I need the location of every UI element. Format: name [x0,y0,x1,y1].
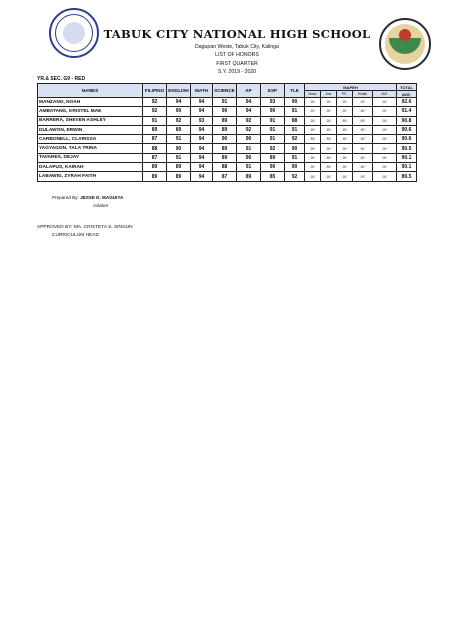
grade-health: 90 [353,107,373,116]
table-row [38,135,417,144]
header-science: SCIENCE [213,84,237,98]
list-title: LIST OF HONORS [215,52,259,59]
grade-science: 88 [213,163,237,172]
grade-music: 90 [305,172,321,181]
grade-health: 90 [353,153,373,162]
grade-health: 90 [353,144,373,153]
adviser-name: JESSE D. MAGUIYA [80,195,124,200]
student-name: CARBONELL, CLARISSA [38,135,143,144]
honors-table [37,83,417,182]
grade-tle: 91 [285,153,305,162]
grade-english: 91 [167,153,191,162]
section-label: YR.& SEC. G9 - RED [37,76,86,82]
header-pe: P.E. [337,91,353,98]
grade-science: 91 [213,98,237,107]
grade-science: 89 [213,144,237,153]
grade-mapeh-ave: 91 [373,107,397,116]
total-average: 90.6 [397,125,417,134]
grade-pe: 93 [337,98,353,107]
grade-health: 89 [353,116,373,125]
grade-pe: 90 [337,163,353,172]
header-tle: TLE [285,84,305,98]
grade-mapeh-ave: 90 [373,163,397,172]
grade-tle: 88 [285,116,305,125]
grade-arts: 90 [321,107,337,116]
grade-english: 92 [167,116,191,125]
grade-ap: 90 [237,153,261,162]
total-average: 90.1 [397,153,417,162]
grade-esp: 91 [261,135,285,144]
header-ap: AP [237,84,261,98]
grade-english: 90 [167,144,191,153]
grade-pe: 89 [337,116,353,125]
school-year: S.Y. 2019 - 2020 [217,68,257,75]
grade-health: 90 [353,135,373,144]
grade-pe: 91 [337,107,353,116]
grade-filipino: 87 [143,135,167,144]
total-average: 90.8 [397,116,417,125]
grade-english: 89 [167,163,191,172]
grade-filipino: 89 [143,163,167,172]
grade-ap: 92 [237,125,261,134]
header-health: Health [353,91,373,98]
grade-ap: 89 [237,172,261,181]
grade-filipino: 89 [143,125,167,134]
table-row [38,172,417,181]
grade-pe: 91 [337,172,353,181]
grade-mapeh-ave: 91 [373,172,397,181]
total-average: 90.6 [397,135,417,144]
grade-arts: 90 [321,144,337,153]
total-average: 90.5 [397,144,417,153]
grade-science: 89 [213,153,237,162]
grade-esp: 91 [261,125,285,134]
grade-english: 89 [167,125,191,134]
total-average: 89.5 [397,172,417,181]
grade-mapeh-ave: 92 [373,98,397,107]
grade-health: 93 [353,172,373,181]
student-name: DALAPUS, KAIRAH [38,163,143,172]
header-ave: AVE. [397,91,417,98]
grade-arts: 90 [321,98,337,107]
grade-filipino: 92 [143,107,167,116]
grade-english: 91 [167,135,191,144]
grade-ap: 91 [237,163,261,172]
student-name: DULAWON, ERWIN [38,125,143,134]
header-mapeh-ave: AVE [373,91,397,98]
header-math: MATH [191,84,213,98]
header-arts: Arts [321,91,337,98]
total-average: 90.1 [397,163,417,172]
grade-mapeh-ave: 90 [373,125,397,134]
grade-mapeh-ave: 90 [373,153,397,162]
header-mapeh: MAPEH [305,84,397,91]
grade-mapeh-ave: 90 [373,116,397,125]
table-row [38,153,417,162]
grade-science: 89 [213,116,237,125]
grade-tle: 91 [285,107,305,116]
grade-math: 94 [191,135,213,144]
adviser-role: Adviser [93,203,109,208]
approved-by [37,225,133,230]
grade-pe: 89 [337,125,353,134]
student-name: YAGYAGON, TALA TRINA [38,144,143,153]
grade-filipino: 92 [143,98,167,107]
approved-by-label: APPROVED BY: [37,225,73,230]
grade-esp: 92 [261,144,285,153]
grade-math: 94 [191,107,213,116]
grade-filipino: 91 [143,116,167,125]
table-row [38,116,417,125]
grade-ap: 94 [237,98,261,107]
header-filipino: FILIPINO [143,84,167,98]
grade-arts: 90 [321,116,337,125]
total-average: 92.6 [397,98,417,107]
grade-filipino: 89 [143,172,167,181]
student-name: MANZANO, NOAH [38,98,143,107]
grade-ap: 90 [237,135,261,144]
grade-english: 90 [167,107,191,116]
grade-music: 90 [305,125,321,134]
grade-health: 90 [353,125,373,134]
grade-music: 89 [305,135,321,144]
student-name: BARRERA, SHEVEN ASHLEY [38,116,143,125]
grade-math: 94 [191,163,213,172]
table-row [38,163,417,172]
grade-esp: 89 [261,153,285,162]
grade-mapeh-ave: 90 [373,144,397,153]
grade-arts: 89 [321,153,337,162]
grade-filipino: 88 [143,144,167,153]
total-average: 91.4 [397,107,417,116]
school-name: TABUK CITY NATIONAL HIGH SCHOOL [103,27,371,41]
grade-esp: 93 [261,98,285,107]
student-name: TAVARES, DEJAY [38,153,143,162]
prepared-by [52,195,123,200]
grade-math: 94 [191,125,213,134]
grade-music: 90 [305,153,321,162]
grade-tle: 90 [285,98,305,107]
header-esp: ESP [261,84,285,98]
grade-mapeh-ave: 90 [373,135,397,144]
grade-music: 90 [305,163,321,172]
grade-esp: 91 [261,116,285,125]
grade-pe: 90 [337,153,353,162]
student-name: LABAWIG, ZYRAH FAITH [38,172,143,181]
grade-ap: 94 [237,107,261,116]
grade-esp: 85 [261,172,285,181]
table-row [38,125,417,134]
table-row [38,107,417,116]
grade-tle: 92 [285,172,305,181]
grade-science: 89 [213,125,237,134]
grade-music: 93 [305,107,321,116]
student-name: AMBATANG, KRISTEL MAE [38,107,143,116]
grade-english: 94 [167,98,191,107]
grade-tle: 91 [285,125,305,134]
header-music: Music [305,91,321,98]
grade-arts: 91 [321,172,337,181]
table-row [38,144,417,153]
header-english: ENGLISH [167,84,191,98]
grade-health: 90 [353,163,373,172]
prepared-by-label: Prepared By: [52,195,79,200]
grade-music: 90 [305,116,321,125]
grade-arts: 89 [321,125,337,134]
grade-filipino: 87 [143,153,167,162]
grade-health: 93 [353,98,373,107]
grade-esp: 90 [261,107,285,116]
grade-science: 90 [213,135,237,144]
grade-tle: 90 [285,163,305,172]
grade-arts: 89 [321,135,337,144]
grade-esp: 90 [261,163,285,172]
header-total: TOTAL [397,84,417,91]
grade-ap: 92 [237,116,261,125]
approver-name: MA. CRISTETA S. SINGUN [73,225,133,230]
grade-math: 94 [191,98,213,107]
quarter-label: FIRST QUARTER [216,60,258,67]
grade-tle: 92 [285,135,305,144]
grade-math: 94 [191,144,213,153]
header-names: NAMES [38,84,143,98]
table-row [38,98,417,107]
document-header [0,27,474,76]
grade-math: 93 [191,116,213,125]
grade-music: 89 [305,144,321,153]
grade-math: 94 [191,172,213,181]
grade-tle: 90 [285,144,305,153]
grade-pe: 90 [337,144,353,153]
grade-pe: 90 [337,135,353,144]
grade-music: 90 [305,98,321,107]
grade-arts: 89 [321,163,337,172]
grade-ap: 91 [237,144,261,153]
school-address: Dagupan Weste, Tabuk City, Kalinga [195,44,279,50]
grade-english: 89 [167,172,191,181]
grade-science: 87 [213,172,237,181]
grade-science: 90 [213,107,237,116]
approver-role: CURRICULUM HEAD [52,233,99,238]
grade-math: 94 [191,153,213,162]
